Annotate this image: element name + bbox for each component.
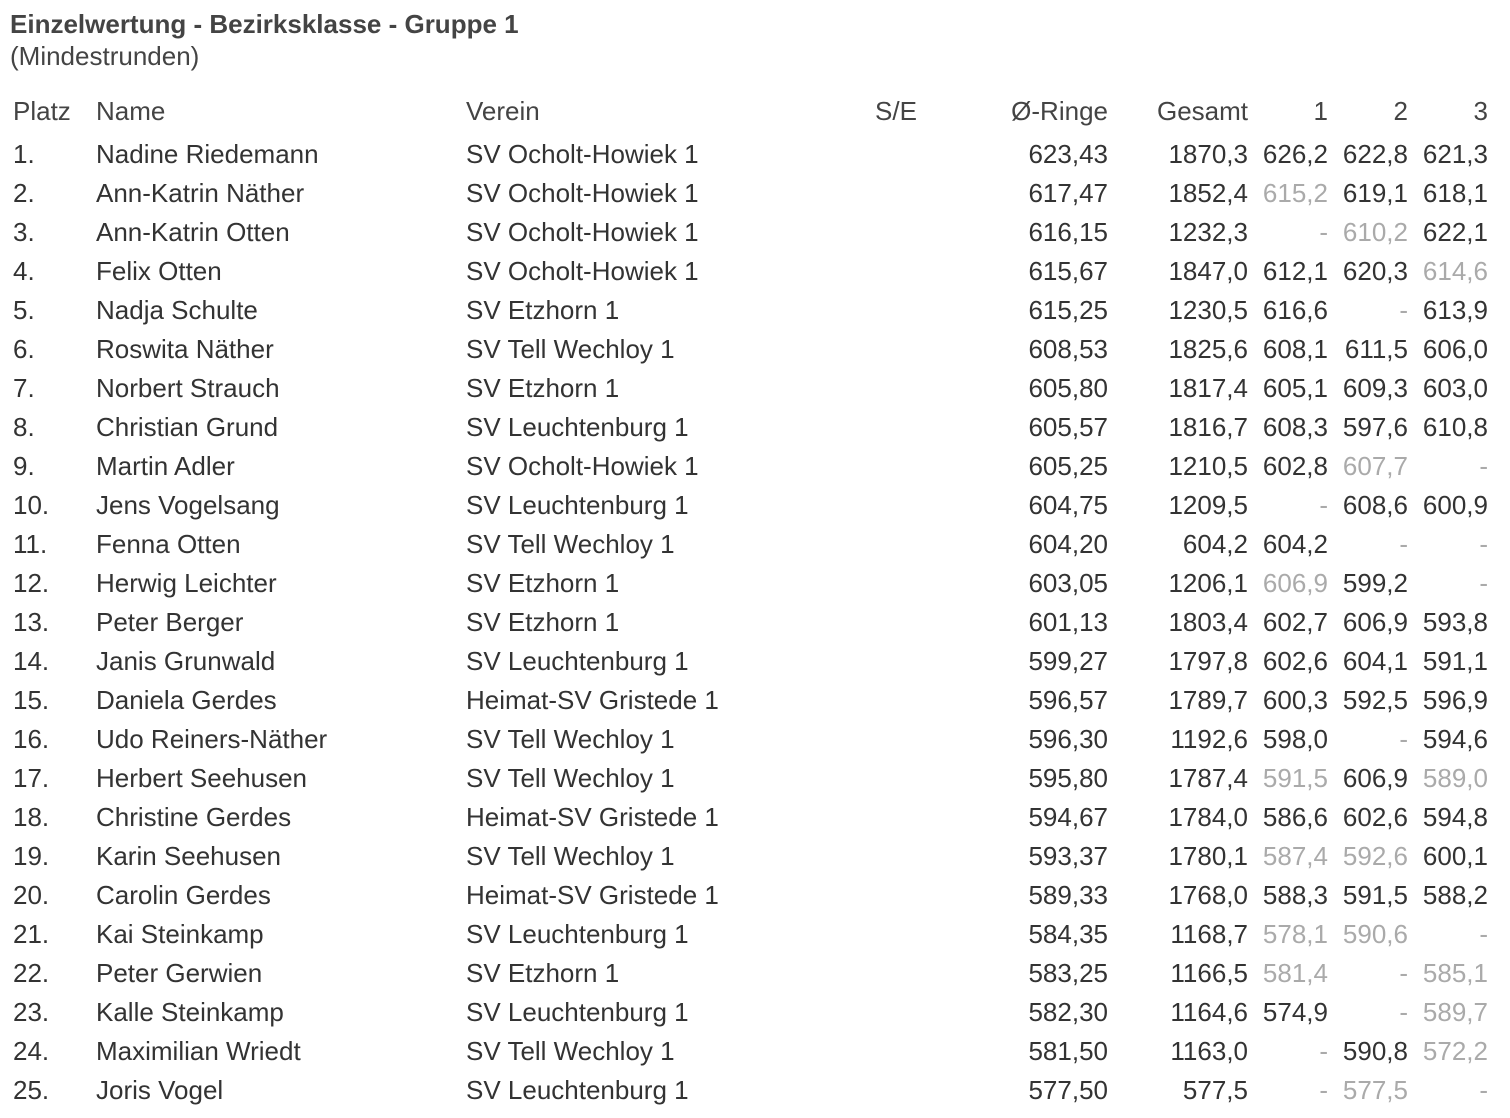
cell-se xyxy=(856,993,936,1032)
cell-se xyxy=(856,954,936,993)
cell-platz: 19. xyxy=(13,841,50,871)
cell-ringe: 603,05 xyxy=(1028,568,1108,598)
cell-gesamt: 1163,0 xyxy=(1170,1036,1248,1066)
cell-verein: Heimat-SV Gristede 1 xyxy=(466,802,719,832)
table-body xyxy=(10,135,1488,1110)
cell-name: Kai Steinkamp xyxy=(96,919,264,949)
cell-name: Kalle Steinkamp xyxy=(96,997,284,1027)
cell-name: Martin Adler xyxy=(96,451,235,481)
cell-verein: SV Ocholt-Howiek 1 xyxy=(466,178,699,208)
cell-round-1: - xyxy=(1319,1075,1328,1105)
cell-round-2: 611,5 xyxy=(1344,334,1408,364)
table-row xyxy=(10,759,1488,798)
cell-gesamt: 1787,4 xyxy=(1168,763,1248,793)
cell-se xyxy=(856,330,936,369)
cell-name: Jens Vogelsang xyxy=(96,490,280,520)
cell-se xyxy=(856,798,936,837)
page-title: Einzelwertung - Bezirksklasse - Gruppe 1 xyxy=(10,9,519,39)
cell-se xyxy=(856,1071,936,1110)
cell-verein: Heimat-SV Gristede 1 xyxy=(466,880,719,910)
cell-ringe: 593,37 xyxy=(1028,841,1108,871)
cell-platz: 15. xyxy=(13,685,50,715)
cell-verein: SV Tell Wechloy 1 xyxy=(466,841,675,871)
cell-name: Herbert Seehusen xyxy=(96,763,308,793)
cell-ringe: 615,67 xyxy=(1028,256,1108,286)
cell-se xyxy=(856,252,936,291)
cell-round-3: 613,9 xyxy=(1422,295,1488,325)
cell-verein: SV Ocholt-Howiek 1 xyxy=(466,451,699,481)
cell-ringe: 615,25 xyxy=(1028,295,1108,325)
cell-round-1: 608,1 xyxy=(1262,334,1328,364)
cell-name: Peter Berger xyxy=(96,607,244,637)
cell-round-2: 577,5 xyxy=(1342,1075,1408,1105)
cell-round-1: 602,7 xyxy=(1262,607,1328,637)
cell-platz: 17. xyxy=(13,763,50,793)
cell-name: Roswita Näther xyxy=(96,334,274,364)
cell-round-3: 622,1 xyxy=(1422,217,1488,247)
cell-round-3: 588,2 xyxy=(1422,880,1488,910)
table-row xyxy=(10,369,1488,408)
header-verein: Verein xyxy=(466,96,540,126)
cell-round-1: 602,6 xyxy=(1262,646,1328,676)
cell-gesamt: 1847,0 xyxy=(1168,256,1248,286)
cell-platz: 7. xyxy=(13,373,35,403)
cell-platz: 24. xyxy=(13,1036,50,1066)
cell-name: Felix Otten xyxy=(96,256,222,286)
cell-round-1: 604,2 xyxy=(1262,529,1328,559)
cell-round-3: 610,8 xyxy=(1422,412,1488,442)
cell-round-2: 597,6 xyxy=(1342,412,1408,442)
table-row xyxy=(10,135,1488,174)
cell-round-3: 618,1 xyxy=(1422,178,1488,208)
cell-round-1: 578,1 xyxy=(1262,919,1328,949)
cell-round-1: - xyxy=(1319,217,1328,247)
cell-name: Joris Vogel xyxy=(96,1075,224,1105)
cell-gesamt: 1797,8 xyxy=(1168,646,1248,676)
cell-verein: SV Ocholt-Howiek 1 xyxy=(466,139,699,169)
cell-verein: SV Etzhorn 1 xyxy=(466,568,620,598)
table-row xyxy=(10,837,1488,876)
cell-round-2: 590,8 xyxy=(1342,1036,1408,1066)
cell-gesamt: 1825,6 xyxy=(1168,334,1248,364)
table-row xyxy=(10,174,1488,213)
cell-verein: SV Tell Wechloy 1 xyxy=(466,529,675,559)
cell-se xyxy=(856,369,936,408)
cell-ringe: 617,47 xyxy=(1028,178,1108,208)
cell-platz: 2. xyxy=(13,178,35,208)
cell-verein: Heimat-SV Gristede 1 xyxy=(466,685,719,715)
cell-round-2: 591,5 xyxy=(1342,880,1408,910)
standings-table xyxy=(10,90,1488,1110)
cell-ringe: 616,15 xyxy=(1028,217,1108,247)
header-ringe: Ø-Ringe xyxy=(1011,96,1108,126)
cell-round-2: 619,1 xyxy=(1342,178,1408,208)
cell-se xyxy=(856,837,936,876)
cell-name: Peter Gerwien xyxy=(96,958,263,988)
cell-se xyxy=(856,525,936,564)
table-row xyxy=(10,798,1488,837)
cell-round-2: - xyxy=(1399,997,1408,1027)
cell-gesamt: 1166,5 xyxy=(1170,958,1248,988)
cell-round-3: 606,0 xyxy=(1422,334,1488,364)
cell-ringe: 601,13 xyxy=(1028,607,1108,637)
cell-verein: SV Tell Wechloy 1 xyxy=(466,334,675,364)
cell-se xyxy=(856,681,936,720)
table-row xyxy=(10,720,1488,759)
cell-se xyxy=(856,1032,936,1071)
cell-name: Fenna Otten xyxy=(96,529,241,559)
cell-round-1: 581,4 xyxy=(1262,958,1328,988)
cell-round-2: 602,6 xyxy=(1342,802,1408,832)
cell-platz: 3. xyxy=(13,217,35,247)
cell-platz: 5. xyxy=(13,295,35,325)
cell-gesamt: 1780,1 xyxy=(1168,841,1248,871)
cell-gesamt: 604,2 xyxy=(1182,529,1248,559)
cell-round-2: 606,9 xyxy=(1342,763,1408,793)
table-row xyxy=(10,330,1488,369)
cell-verein: SV Leuchtenburg 1 xyxy=(466,646,689,676)
cell-ringe: 581,50 xyxy=(1028,1036,1108,1066)
cell-round-3: 572,2 xyxy=(1422,1036,1488,1066)
cell-se xyxy=(856,213,936,252)
table-row xyxy=(10,447,1488,486)
table-row xyxy=(10,681,1488,720)
cell-name: Janis Grunwald xyxy=(96,646,276,676)
cell-round-1: 588,3 xyxy=(1262,880,1328,910)
cell-gesamt: 1164,6 xyxy=(1170,997,1248,1027)
cell-round-3: - xyxy=(1479,568,1488,598)
cell-round-2: 622,8 xyxy=(1342,139,1408,169)
cell-verein: SV Etzhorn 1 xyxy=(466,607,620,637)
cell-verein: SV Ocholt-Howiek 1 xyxy=(466,217,699,247)
cell-name: Nadine Riedemann xyxy=(96,139,319,169)
cell-platz: 10. xyxy=(13,490,50,520)
cell-round-2: 606,9 xyxy=(1342,607,1408,637)
cell-ringe: 596,57 xyxy=(1028,685,1108,715)
cell-name: Christian Grund xyxy=(96,412,279,442)
cell-verein: SV Leuchtenburg 1 xyxy=(466,997,689,1027)
cell-round-2: - xyxy=(1399,958,1408,988)
cell-name: Ann-Katrin Otten xyxy=(96,217,290,247)
cell-platz: 11. xyxy=(13,529,48,559)
cell-ringe: 605,80 xyxy=(1028,373,1108,403)
cell-round-1: 605,1 xyxy=(1262,373,1328,403)
table-row xyxy=(10,291,1488,330)
cell-gesamt: 1817,4 xyxy=(1168,373,1248,403)
table-row xyxy=(10,993,1488,1032)
cell-name: Norbert Strauch xyxy=(96,373,280,403)
cell-round-2: 599,2 xyxy=(1342,568,1408,598)
table-row xyxy=(10,1071,1488,1110)
cell-se xyxy=(856,408,936,447)
cell-se xyxy=(856,759,936,798)
cell-round-1: 606,9 xyxy=(1262,568,1328,598)
cell-round-3: 614,6 xyxy=(1422,256,1488,286)
cell-gesamt: 1210,5 xyxy=(1168,451,1248,481)
cell-se xyxy=(856,447,936,486)
cell-verein: SV Leuchtenburg 1 xyxy=(466,490,689,520)
cell-ringe: 583,25 xyxy=(1028,958,1108,988)
table-row xyxy=(10,1032,1488,1071)
table-row xyxy=(10,915,1488,954)
cell-se xyxy=(856,486,936,525)
cell-verein: SV Tell Wechloy 1 xyxy=(466,763,675,793)
cell-round-3: - xyxy=(1479,1075,1488,1105)
cell-platz: 12. xyxy=(13,568,50,598)
cell-platz: 6. xyxy=(13,334,35,364)
cell-round-2: - xyxy=(1399,295,1408,325)
cell-round-2: 592,6 xyxy=(1342,841,1408,871)
cell-verein: SV Etzhorn 1 xyxy=(466,958,620,988)
cell-round-1: 602,8 xyxy=(1262,451,1328,481)
cell-round-1: - xyxy=(1319,490,1328,520)
cell-platz: 13. xyxy=(13,607,50,637)
cell-name: Udo Reiners-Näther xyxy=(96,724,328,754)
cell-verein: SV Leuchtenburg 1 xyxy=(466,919,689,949)
cell-gesamt: 1816,7 xyxy=(1168,412,1248,442)
cell-se xyxy=(856,603,936,642)
cell-round-1: 587,4 xyxy=(1262,841,1328,871)
cell-round-3: 596,9 xyxy=(1422,685,1488,715)
cell-ringe: 605,25 xyxy=(1028,451,1108,481)
cell-round-2: 620,3 xyxy=(1342,256,1408,286)
cell-name: Karin Seehusen xyxy=(96,841,282,871)
cell-round-1: 598,0 xyxy=(1262,724,1328,754)
cell-platz: 23. xyxy=(13,997,50,1027)
cell-gesamt: 1784,0 xyxy=(1168,802,1248,832)
cell-name: Daniela Gerdes xyxy=(96,685,277,715)
cell-gesamt: 1192,6 xyxy=(1170,724,1248,754)
cell-round-3: - xyxy=(1479,529,1488,559)
cell-round-3: 589,7 xyxy=(1422,997,1488,1027)
cell-platz: 25. xyxy=(13,1075,50,1105)
cell-ringe: 595,80 xyxy=(1028,763,1108,793)
cell-round-3: 603,0 xyxy=(1422,373,1488,403)
cell-ringe: 589,33 xyxy=(1028,880,1108,910)
cell-platz: 4. xyxy=(13,256,35,286)
cell-round-3: 594,6 xyxy=(1422,724,1488,754)
cell-round-2: 604,1 xyxy=(1342,646,1408,676)
cell-ringe: 604,75 xyxy=(1028,490,1108,520)
table-row xyxy=(10,954,1488,993)
page-subtitle: (Mindestrunden) xyxy=(10,41,200,71)
cell-gesamt: 1209,5 xyxy=(1168,490,1248,520)
cell-platz: 14. xyxy=(13,646,50,676)
cell-ringe: 604,20 xyxy=(1028,529,1108,559)
table-row xyxy=(10,213,1488,252)
cell-verein: SV Tell Wechloy 1 xyxy=(466,1036,675,1066)
cell-verein: SV Ocholt-Howiek 1 xyxy=(466,256,699,286)
header-se: S/E xyxy=(875,96,917,126)
header-platz: Platz xyxy=(13,96,71,126)
cell-round-3: 600,9 xyxy=(1422,490,1488,520)
cell-round-3: 589,0 xyxy=(1422,763,1488,793)
cell-ringe: 594,67 xyxy=(1028,802,1108,832)
table-row xyxy=(10,564,1488,603)
cell-round-3: 593,8 xyxy=(1422,607,1488,637)
cell-round-1: 586,6 xyxy=(1262,802,1328,832)
cell-round-2: 608,6 xyxy=(1342,490,1408,520)
cell-ringe: 623,43 xyxy=(1028,139,1108,169)
cell-se xyxy=(856,642,936,681)
table-row xyxy=(10,876,1488,915)
table-row xyxy=(10,525,1488,564)
cell-gesamt: 1232,3 xyxy=(1168,217,1248,247)
cell-round-1: 616,6 xyxy=(1262,295,1328,325)
cell-verein: SV Etzhorn 1 xyxy=(466,295,620,325)
table-row xyxy=(10,642,1488,681)
cell-round-2: 592,5 xyxy=(1342,685,1408,715)
cell-gesamt: 1870,3 xyxy=(1168,139,1248,169)
table-row xyxy=(10,603,1488,642)
cell-verein: SV Tell Wechloy 1 xyxy=(466,724,675,754)
table-header-row xyxy=(10,90,1488,135)
cell-platz: 20. xyxy=(13,880,50,910)
table-row xyxy=(10,252,1488,291)
cell-round-2: 609,3 xyxy=(1342,373,1408,403)
cell-platz: 16. xyxy=(13,724,50,754)
cell-name: Carolin Gerdes xyxy=(96,880,271,910)
cell-round-3: - xyxy=(1479,451,1488,481)
header-round-3: 3 xyxy=(1473,96,1488,126)
cell-round-1: 612,1 xyxy=(1262,256,1328,286)
cell-round-1: 574,9 xyxy=(1262,997,1328,1027)
cell-round-3: 621,3 xyxy=(1422,139,1488,169)
cell-round-3: 594,8 xyxy=(1422,802,1488,832)
cell-verein: SV Etzhorn 1 xyxy=(466,373,620,403)
cell-round-2: 610,2 xyxy=(1342,217,1408,247)
cell-gesamt: 1803,4 xyxy=(1168,607,1248,637)
cell-se xyxy=(856,876,936,915)
cell-round-1: 615,2 xyxy=(1262,178,1328,208)
cell-gesamt: 1789,7 xyxy=(1168,685,1248,715)
cell-se xyxy=(856,291,936,330)
cell-name: Herwig Leichter xyxy=(96,568,277,598)
cell-round-3: 591,1 xyxy=(1422,646,1488,676)
cell-ringe: 582,30 xyxy=(1028,997,1108,1027)
cell-platz: 22. xyxy=(13,958,50,988)
cell-round-3: - xyxy=(1479,919,1488,949)
cell-se xyxy=(856,174,936,213)
cell-gesamt: 1230,5 xyxy=(1168,295,1248,325)
cell-gesamt: 1768,0 xyxy=(1168,880,1248,910)
cell-verein: SV Leuchtenburg 1 xyxy=(466,412,689,442)
cell-verein: SV Leuchtenburg 1 xyxy=(466,1075,689,1105)
cell-round-3: 600,1 xyxy=(1422,841,1488,871)
cell-round-1: 600,3 xyxy=(1262,685,1328,715)
cell-platz: 8. xyxy=(13,412,35,442)
cell-gesamt: 577,5 xyxy=(1182,1075,1248,1105)
cell-gesamt: 1852,4 xyxy=(1168,178,1248,208)
cell-se xyxy=(856,915,936,954)
cell-round-2: - xyxy=(1399,724,1408,754)
cell-round-1: 608,3 xyxy=(1262,412,1328,442)
cell-gesamt: 1168,7 xyxy=(1170,919,1248,949)
cell-platz: 18. xyxy=(13,802,50,832)
table-row xyxy=(10,408,1488,447)
cell-platz: 1. xyxy=(13,139,35,169)
cell-name: Ann-Katrin Näther xyxy=(96,178,305,208)
header-round-1: 1 xyxy=(1313,96,1328,126)
cell-se xyxy=(856,720,936,759)
cell-gesamt: 1206,1 xyxy=(1168,568,1248,598)
cell-round-2: 607,7 xyxy=(1342,451,1408,481)
cell-name: Christine Gerdes xyxy=(96,802,292,832)
header-name: Name xyxy=(96,96,166,126)
table-row xyxy=(10,486,1488,525)
cell-ringe: 584,35 xyxy=(1028,919,1108,949)
cell-platz: 9. xyxy=(13,451,35,481)
cell-ringe: 608,53 xyxy=(1028,334,1108,364)
cell-se xyxy=(856,135,936,174)
cell-ringe: 605,57 xyxy=(1028,412,1108,442)
cell-name: Nadja Schulte xyxy=(96,295,258,325)
cell-round-3: 585,1 xyxy=(1422,958,1488,988)
cell-round-1: 591,5 xyxy=(1262,763,1328,793)
cell-ringe: 577,50 xyxy=(1028,1075,1108,1105)
header-round-2: 2 xyxy=(1393,96,1408,126)
header-gesamt: Gesamt xyxy=(1156,96,1248,126)
cell-se xyxy=(856,564,936,603)
cell-round-2: 590,6 xyxy=(1342,919,1408,949)
cell-platz: 21. xyxy=(13,919,50,949)
cell-round-1: 626,2 xyxy=(1262,139,1328,169)
cell-name: Maximilian Wriedt xyxy=(96,1036,301,1066)
cell-round-2: - xyxy=(1399,529,1408,559)
cell-ringe: 596,30 xyxy=(1028,724,1108,754)
cell-ringe: 599,27 xyxy=(1028,646,1108,676)
cell-round-1: - xyxy=(1319,1036,1328,1066)
